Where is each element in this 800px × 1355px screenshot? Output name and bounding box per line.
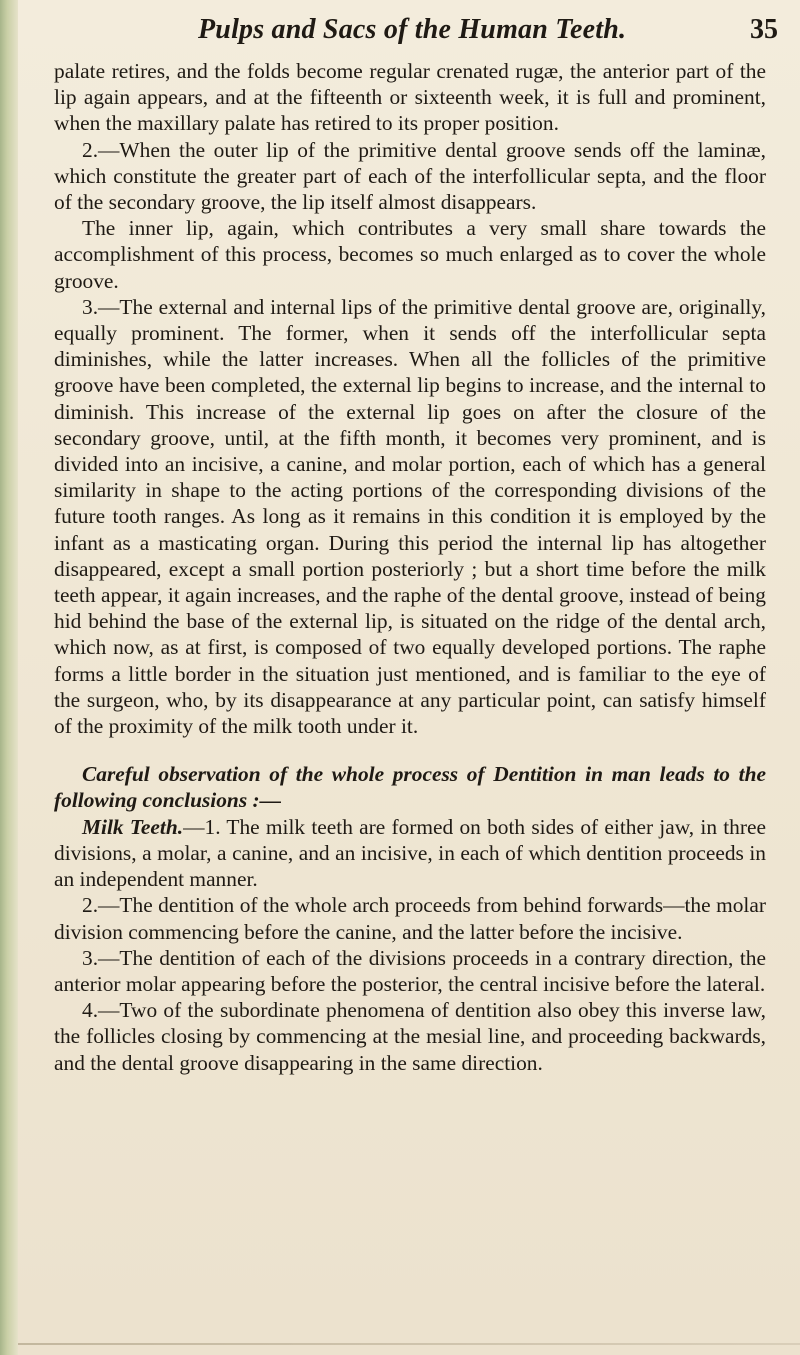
conclusion-point-4: 4.—Two of the subordinate phenomena of dentition also obey this inverse law, the follicles closing by commencing at the mesial line, and proceeding backwards, and the dental groove disappearing in the same direction.: [54, 998, 766, 1075]
conclusion-point-2: 2.—The dentition of the whole arch proceeds from behind forwards—the molar division commencing before the canine, and the latter before the incisive.: [54, 893, 766, 944]
section-intro: Careful observation of the whole process of Dentition in man leads to the following conclusions :—: [54, 762, 766, 813]
paragraph-point-2: 2.—When the outer lip of the primitive dental groove sends off the laminæ, which constitute the greater part of each of the interfollicular septa, and the floor of the secondary groove, the lip itself almost disappears.: [54, 137, 766, 215]
page-number: 35: [750, 14, 778, 45]
running-title: Pulps and Sacs of the Human Teeth.: [198, 14, 627, 45]
page-bottom-edge: [18, 1343, 800, 1345]
paragraph-inner-lip: The inner lip, again, which contributes a very small share towards the accomplishment of this process, becomes so much enlarged as to cover the whole groove.: [54, 216, 766, 293]
conclusion-point-3: 3.—The dentition of each of the divisions proceeds in a contrary direction, the anterior molar appearing before the posterior, the central incisive before the lateral.: [54, 945, 766, 996]
paragraph-milk-teeth: [54, 814, 766, 893]
milk-teeth-text: —1. The milk teeth are formed on both sides of either jaw, in three divisions, a molar, a canine, and an incisive, in each of which dentition proceeds in an independent manner.: [54, 814, 766, 892]
paragraph-continuation: palate retires, and the folds become regular crenated rugæ, the anterior part of the lip again appears, and at the fifteenth or sixteenth week, it is full and prominent, when the maxillary palate has retired to its proper position.: [54, 59, 766, 136]
page-body: [54, 58, 766, 1076]
milk-teeth-heading: Milk Teeth.: [82, 814, 184, 839]
book-spine-shadow: [0, 0, 18, 1355]
running-head: [18, 14, 800, 54]
paragraph-point-3: 3.—The external and internal lips of the primitive dental groove are, originally, equally prominent. The former, when it sends off the interfollicular septa diminishes, while the latter increases. When all the follicles of the primitive groove have been completed, the external lip begins to increase, and the internal to diminish. This increase of the external lip goes on after the closure of the secondary groove, until, at the fifth month, it becomes very prominent, and is divided into an incisive, a canine, and molar portion, each of which has a general similarity in shape to the acting portions of the corresponding divisions of the future tooth ranges. As long as it remains in this condition it is employed by the infant as a masticating organ. During this period the internal lip has altogether disappeared, except a small portion posteriorly ; but a short time before the milk teeth appear, it again increases, and the raphe of the dental groove, instead of being hid behind the base of the external lip, is situated on the ridge of the dental arch, which now, as at first, is composed of two equally developed portions. The raphe forms a little border in the situation just mentioned, and is familiar to the eye of the surgeon, who, by its disappearance at any particular point, can satisfy himself of the proximity of the milk tooth under it.: [54, 294, 766, 739]
